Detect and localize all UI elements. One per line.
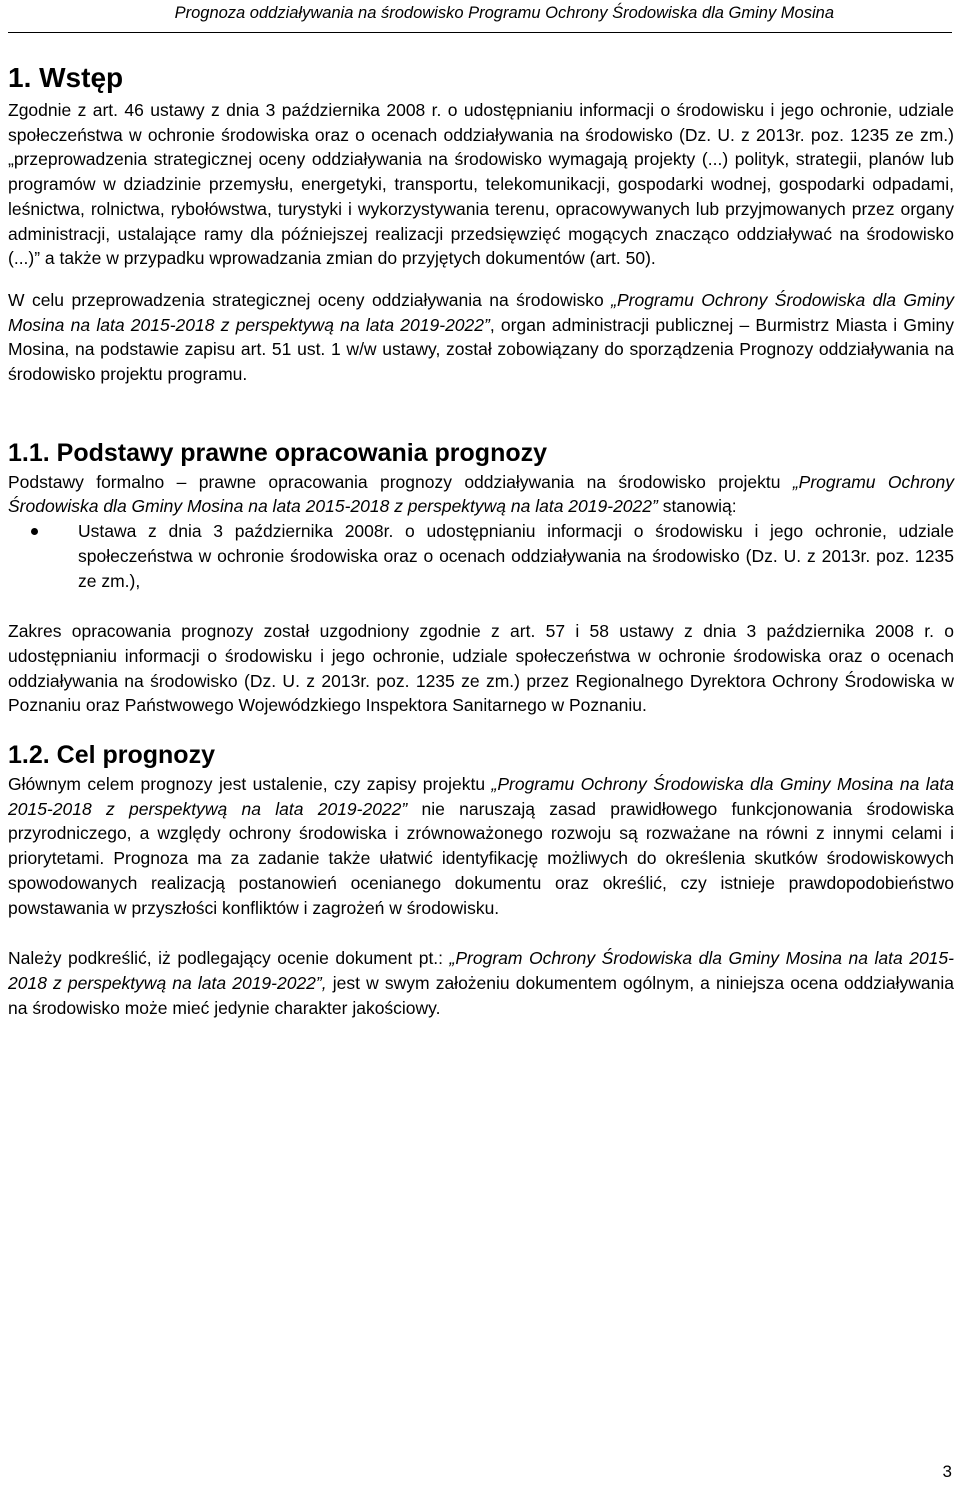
section-heading-goal: 1.2. Cel prognozy [8, 741, 215, 770]
list-item-text: Ustawa z dnia 3 października 2008r. o udostępnianiu informacji o środowisku i jego ochronie, udziale społeczeństwa w ochronie środowiska oraz o ocenach oddziaływania na środowisko (Dz. U. z 2013r. poz. 1235 ze zm.), [78, 521, 954, 591]
spacer [8, 920, 954, 946]
legal-basis-text-b: stanowią: [657, 496, 737, 517]
legal-basis-list [8, 519, 954, 593]
intro-paragraph-2-text-a: W celu przeprowadzenia strategicznej oceny oddziaływania na środowisko [8, 289, 612, 310]
header-divider [8, 32, 952, 33]
list-item [78, 519, 954, 593]
bullet-icon [31, 528, 38, 535]
spacer [8, 718, 954, 738]
section-heading-intro: 1. Wstęp [8, 62, 124, 93]
page-number: 3 [942, 1462, 952, 1481]
intro-paragraph-2 [8, 288, 954, 387]
legal-basis-program-title: „Programu Ochrony Środowiska dla Gminy Mosina na lata 2015-2018 z perspektywą na lata 2019-2022” [8, 471, 954, 517]
goal-text-a: Głównym celem prognozy jest ustalenie, czy zapisy projektu [8, 774, 492, 795]
page-header-title: Prognoza oddziaływania na środowisko Programu Ochrony Środowiska dla Gminy Mosina [174, 4, 834, 22]
spacer [8, 387, 954, 436]
intro-paragraph-1: Zgodnie z art. 46 ustawy z dnia 3 października 2008 r. o udostępnianiu informacji o środowisku i jego ochronie, udziale społeczeństwa w ochronie środowiska oraz o ocenach oddziaływania na środowisko (Dz. U. z 2013r. poz. 1235 ze zm.) „przeprowadzenia strategicznej oceny oddziaływania na środowisko wymagają projekty (...) polityk, strategii, planów lub programów w dziadzinie przemysłu, energetyki, transportu, telekomunikacji, gospodarki wodnej, gospodarki odpadami, leśnictwa, rolnictwa, rybołówstwa, turystyki i wykorzystywania terenu, opracowywanych lub przyjmowanych przez organy administracji, ustalające ramy dla późniejszej realizacji przedsięwzięć mogących znacząco oddziaływać na środowisko (...)” a także w przypadku wprowadzania zmian do przyjętych dokumentów (art. 50). [8, 100, 954, 269]
goal-paragraph-2 [8, 946, 954, 1020]
intro-paragraph-2-text-b: , organ administracji publicznej – Burmistrz Miasta i Gminy Mosina, na podstawie zapisu art. 51 ust. 1 w/w ustawy, został zobowiązany do sporządzenia Prognozy oddziaływania na środowisko projektu programu. [8, 314, 954, 385]
goal-paragraph-2-text-b: jest w swym założeniu dokumentem ogólnym, a niniejsza ocena oddziaływania na środowisko może mieć jedynie charakter jakościowy. [8, 972, 954, 1018]
legal-basis-paragraph-1 [8, 470, 954, 519]
goal-text-b: nie naruszają zasad prawidłowego funkcjonowania środowiska przyrodniczego, a względy ochrony środowiska i zrównoważonego rozwoju są rozważane na równi z innymi celami i priorytetami. Prognoza ma za zadanie także ułatwić identyfikację możliwych do określenia skutków środowiskowych spowodowanych realizacją postanowień ocenianego dokumentu oraz określić, czy istnieje prawdopodobieństwo powstawania w przyszłości konfliktów i zagrożeń w środowisku. [8, 798, 954, 918]
goal-paragraph-2-program-title: „Program Ochrony Środowiska dla Gminy Mosina na lata 2015-2018 z perspektywą na lata 2019-2022”, [8, 948, 954, 993]
intro-paragraph-2-program-title: „Programu Ochrony Środowiska dla Gminy Mosina na lata 2015-2018 z perspektywą na lata 2019-2022” [8, 289, 954, 335]
spacer [8, 593, 954, 619]
section-heading-legal-basis: 1.1. Podstawy prawne opracowania prognozy [8, 438, 548, 467]
legal-basis-paragraph-2: Zakres opracowania prognozy został uzgodniony zgodnie z art. 57 i 58 ustawy z dnia 3 października 2008 r. o udostępnianiu informacji o środowisku i jego ochronie, udziale społeczeństwa w ochronie środowiska oraz o ocenach oddziaływania na środowisko (Dz. U. z 2013r. poz. 1235 ze zm.) przez Regionalnego Dyrektora Ochrony Środowiska w Poznaniu oraz Państwowego Wojewódzkiego Inspektora Sanitarnego w Poznaniu. [8, 621, 954, 716]
document-body [8, 58, 954, 1020]
goal-paragraph-1 [8, 772, 954, 920]
goal-paragraph-2-text-a: Należy podkreślić, iż podlegający ocenie dokument pt.: [8, 948, 450, 969]
goal-program-title: „Programu Ochrony Środowiska dla Gminy Mosina na lata 2015-2018 z perspektywą na lata 2019-2022” [8, 774, 954, 819]
legal-basis-text-a: Podstawy formalno – prawne opracowania prognozy oddziaływania na środowisko projektu [8, 471, 793, 492]
